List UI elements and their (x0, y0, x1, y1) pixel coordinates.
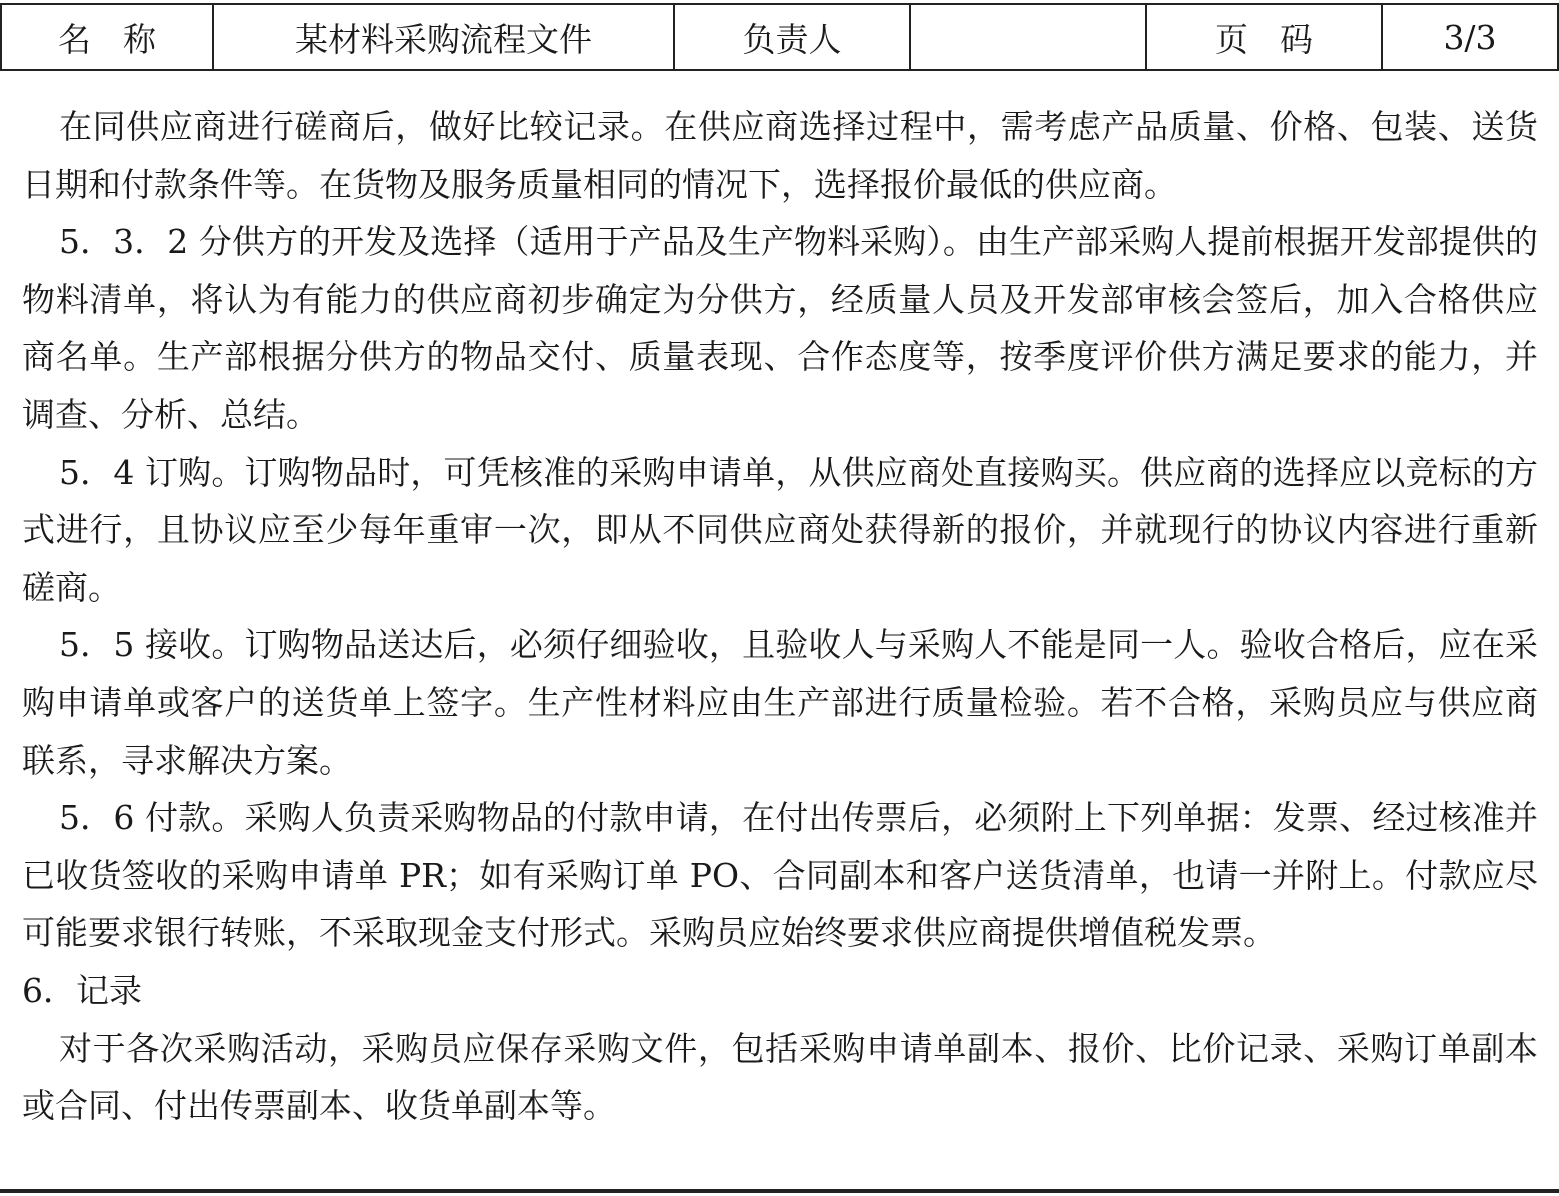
page-label: 页码 (1146, 4, 1382, 70)
owner-value (910, 4, 1146, 70)
section-6-heading: 6．记录 (22, 970, 142, 1010)
paragraph-5-6: 5．6 付款。采购人负责采购物品的付款申请，在付出传票后，必须附上下列单据：发票、经过核准并已收货签收的采购申请单 PR；如有采购订单 PO、合同副本和客户送货清单，也请一并附上。付款应尽可能要求银行转账，不采取现金支付形式。采购员应始终要求供应商提供增值税发票。 (22, 798, 1538, 953)
paragraph-5-5: 5．5 接收。订购物品送达后，必须仔细验收，且验收人与采购人不能是同一人。验收合格后，应在采购申请单或客户的送货单上签字。生产性材料应由生产部进行质量检验。若不合格，采购员应与供应商联系，寻求解决方案。 (22, 625, 1538, 780)
document-body (22, 98, 1538, 1135)
document-header-table (0, 3, 1559, 71)
name-label: 名称 (1, 4, 213, 70)
owner-label: 负责人 (674, 4, 910, 70)
paragraph-supplier-comparison: 在同供应商进行磋商后，做好比较记录。在供应商选择过程中，需考虑产品质量、价格、包装、送货日期和付款条件等。在货物及服务质量相同的情况下，选择报价最低的供应商。 (22, 107, 1538, 204)
paragraph-6-records: 对于各次采购活动，采购员应保存采购文件，包括采购申请单副本、报价、比价记录、采购订单副本或合同、付出传票副本、收货单副本等。 (22, 1028, 1538, 1126)
paragraph-5-3-2: 5．3．2 分供方的开发及选择（适用于产品及生产物料采购）。由生产部采购人提前根据开发部提供的物料清单，将认为有能力的供应商初步确定为分供方，经质量人员及开发部审核会签后，加入合格供应商名单。生产部根据分供方的物品交付、质量表现、合作态度等，按季度评价供方满足要求的能力，并调查、分析、总结。 (22, 222, 1538, 434)
paragraph-5-4: 5．4 订购。订购物品时，可凭核准的采购申请单，从供应商处直接购买。供应商的选择应以竞标的方式进行，且协议应至少每年重审一次，即从不同供应商处获得新的报价，并就现行的协议内容进行重新磋商。 (22, 452, 1538, 607)
name-value: 某材料采购流程文件 (213, 4, 674, 70)
page-value: 3/3 (1382, 4, 1558, 70)
header-row (1, 4, 1558, 70)
bottom-rule (0, 1189, 1559, 1193)
